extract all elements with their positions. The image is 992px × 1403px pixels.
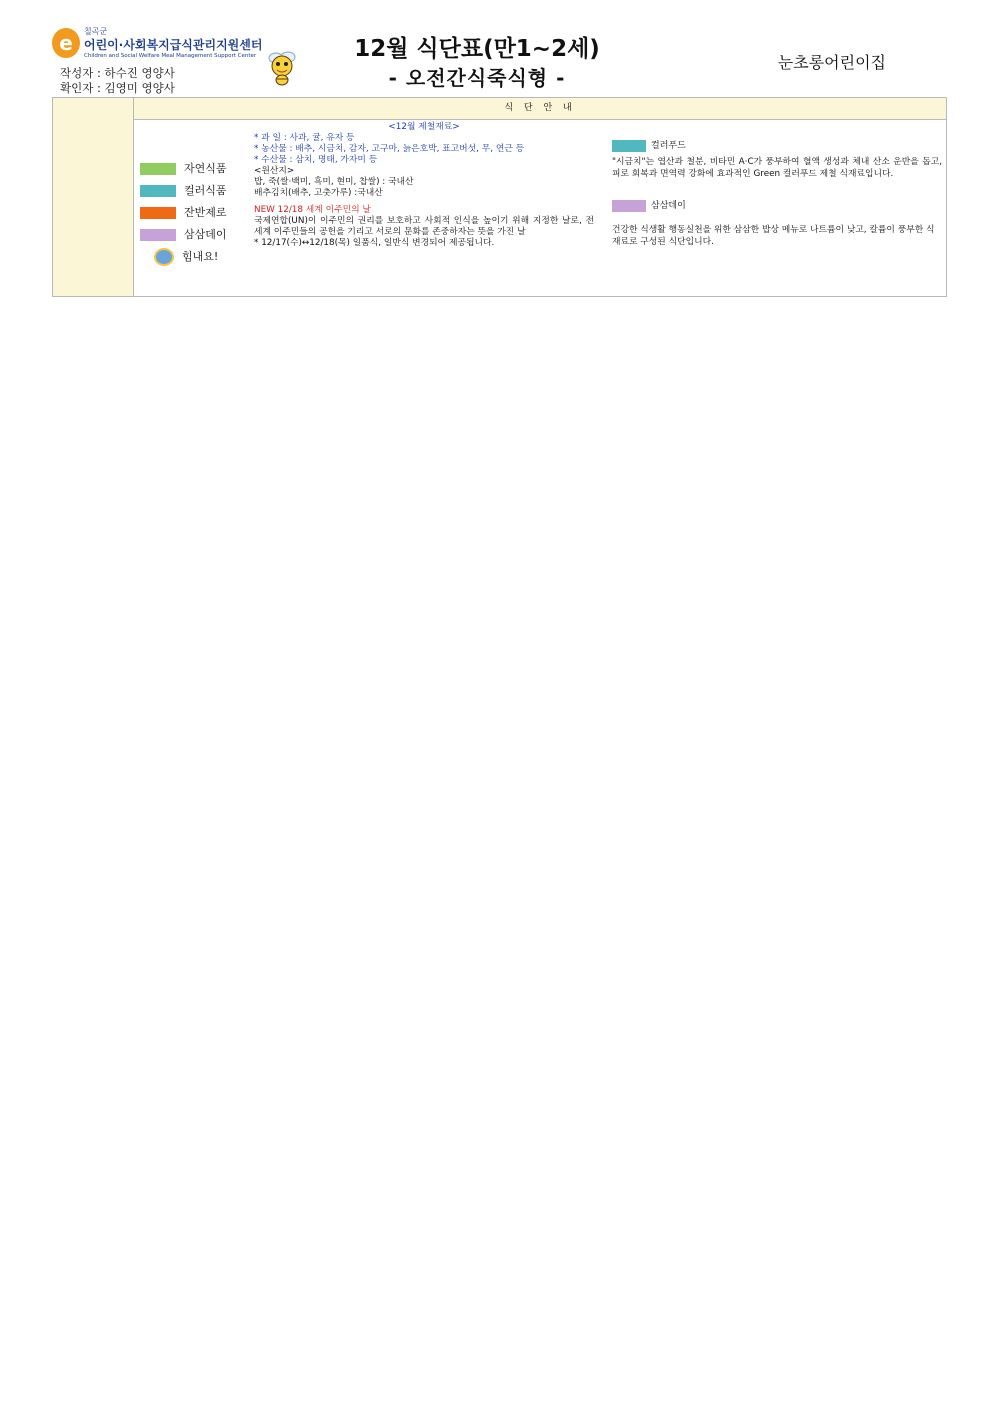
legend-item	[140, 158, 227, 180]
purple-swatch	[612, 200, 646, 212]
seasonal-title: <12월 제철재료>	[388, 122, 460, 132]
checker: 확인자 : 김영미 영양사	[60, 81, 175, 95]
purple-swatch	[140, 229, 176, 241]
legend-label: 잔반제로	[184, 205, 227, 219]
colorfood-label-text: 컬러푸드	[651, 141, 686, 151]
samsam-label-text: 삼삼데이	[651, 201, 686, 211]
page-subtitle: - 오전간식죽식형 -	[388, 66, 566, 90]
info-left-blank	[53, 98, 134, 297]
legend-item	[140, 246, 227, 268]
legend-label: 힘내요!	[182, 249, 219, 263]
legend-item	[140, 224, 227, 246]
samsam-text: 건강한 식생활 행동실천을 위한 삼삼한 밥상 메뉴로 나트륨이 낮고, 칼륨이 풍부한 식재료로 구성된 식단입니다.	[612, 225, 935, 247]
origin-title: <원산지>	[254, 166, 295, 176]
author: 작성자 : 하수진 영양사	[60, 66, 175, 80]
seasonal-line: * 농산물 : 배추, 시금치, 감자, 고구마, 늙은호박, 표고버섯, 무, 연근 등	[254, 144, 525, 154]
colorfood-label	[612, 140, 942, 152]
author-info	[60, 66, 175, 96]
seasonal-info	[254, 122, 594, 249]
daycare-name: 눈초롱어린이집	[777, 53, 886, 72]
seasonal-line: * 과 일 : 사과, 귤, 유자 등	[254, 133, 355, 143]
logo-e-icon: e	[52, 28, 80, 58]
legend-label: 삼삼데이	[184, 227, 227, 241]
info-section	[134, 120, 947, 297]
logo-name: 어린이·사회복지급식관리지원센터	[84, 38, 263, 52]
info-title: 식 단 안 내	[134, 98, 947, 120]
green-swatch	[140, 163, 176, 175]
legend	[140, 158, 227, 268]
special-day-title: NEW 12/18 세계 이주민의 날	[254, 205, 371, 215]
special-day-body: 국제연합(UN)이 이주민의 권리를 보호하고 사회적 인식을 높이기 위해 지정한 날로, 전 세계 이주민들의 공헌을 기리고 서로의 문화를 존중하자는 뜻을 가진 날	[254, 216, 594, 237]
origin-line: 밥, 죽(쌀·백미, 흑미, 현미, 찹쌀) : 국내산	[254, 177, 414, 187]
legend-label: 컬러식품	[184, 183, 227, 197]
logo-small-text: 칠곡군	[84, 27, 108, 36]
emoji-icon	[154, 248, 174, 266]
orange-swatch	[140, 207, 176, 219]
colorfood-text: "시금치"는 엽산과 철분, 비타민 A·C가 풍부하여 혈액 생성과 체내 산소 운반을 돕고, 피로 회복과 면역력 강화에 효과적인 Green 컬러푸드 제철 식재료입니다.	[612, 157, 942, 179]
header	[52, 26, 946, 98]
menu-table	[52, 97, 947, 297]
page-title: 12월 식단표(만1~2세)	[354, 36, 600, 62]
legend-item	[140, 202, 227, 224]
program-info	[612, 140, 942, 248]
origin-line: 배추김치(배추, 고춧가루) :국내산	[254, 188, 383, 198]
legend-label: 자연식품	[184, 161, 227, 175]
bee-mascot-icon	[262, 46, 302, 86]
teal-swatch	[612, 140, 646, 152]
teal-swatch	[140, 185, 176, 197]
seasonal-line: * 수산물 : 삼치, 명태, 가자미 등	[254, 155, 378, 165]
logo-eng: Children and Social Welfare Meal Management Support Center	[84, 53, 257, 59]
special-day-note: * 12/17(수)↔12/18(목) 일품식, 일반식 변경되어 제공됩니다.	[254, 238, 495, 248]
samsam-label	[612, 200, 942, 212]
legend-item	[140, 180, 227, 202]
